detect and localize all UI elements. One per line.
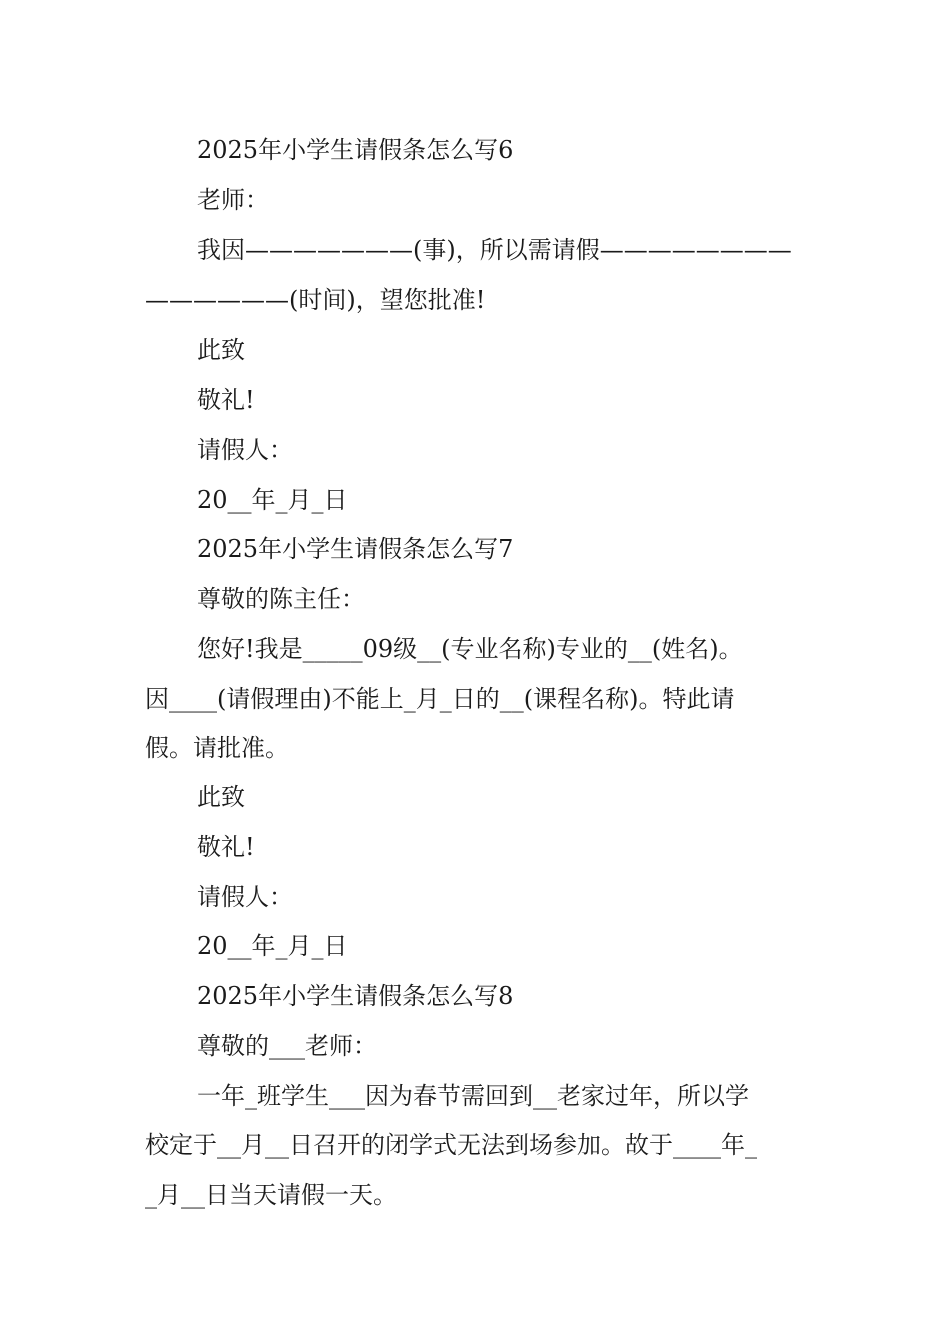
salutation: 尊敬的___老师： xyxy=(197,1032,377,1060)
body-line: 假。请批准。 xyxy=(145,734,289,762)
section-title: 2025年小学生请假条怎么写8 xyxy=(197,982,514,1010)
date-line: 20__年_月_日 xyxy=(197,932,348,960)
body-line: _月__日当天请假一天。 xyxy=(145,1181,397,1209)
closing-line: 敬礼! xyxy=(197,833,255,861)
body-line: 因____(请假理由)不能上_月_日的__(课程名称)。特此请 xyxy=(145,685,735,713)
salutation: 老师： xyxy=(197,186,269,214)
signer-line: 请假人： xyxy=(197,436,293,464)
section-title: 2025年小学生请假条怎么写6 xyxy=(197,136,514,164)
date-line: 20__年_月_日 xyxy=(197,486,348,514)
body-line: 我因———————(事)，所以需请假———————— xyxy=(197,236,792,264)
section-title: 2025年小学生请假条怎么写7 xyxy=(197,535,514,563)
body-line: 您好!我是_____09级__(专业名称)专业的__(姓名)。 xyxy=(197,635,743,663)
closing-line: 此致 xyxy=(197,336,245,364)
closing-line: 此致 xyxy=(197,783,245,811)
closing-line: 敬礼! xyxy=(197,386,255,414)
salutation: 尊敬的陈主任： xyxy=(197,585,365,613)
body-line: ——————(时间)，望您批准! xyxy=(145,286,486,314)
signer-line: 请假人： xyxy=(197,883,293,911)
body-line: 校定于__月__日召开的闭学式无法到场参加。故于____年_ xyxy=(145,1131,757,1159)
body-line: 一年_班学生___因为春节需回到__老家过年，所以学 xyxy=(197,1082,749,1110)
